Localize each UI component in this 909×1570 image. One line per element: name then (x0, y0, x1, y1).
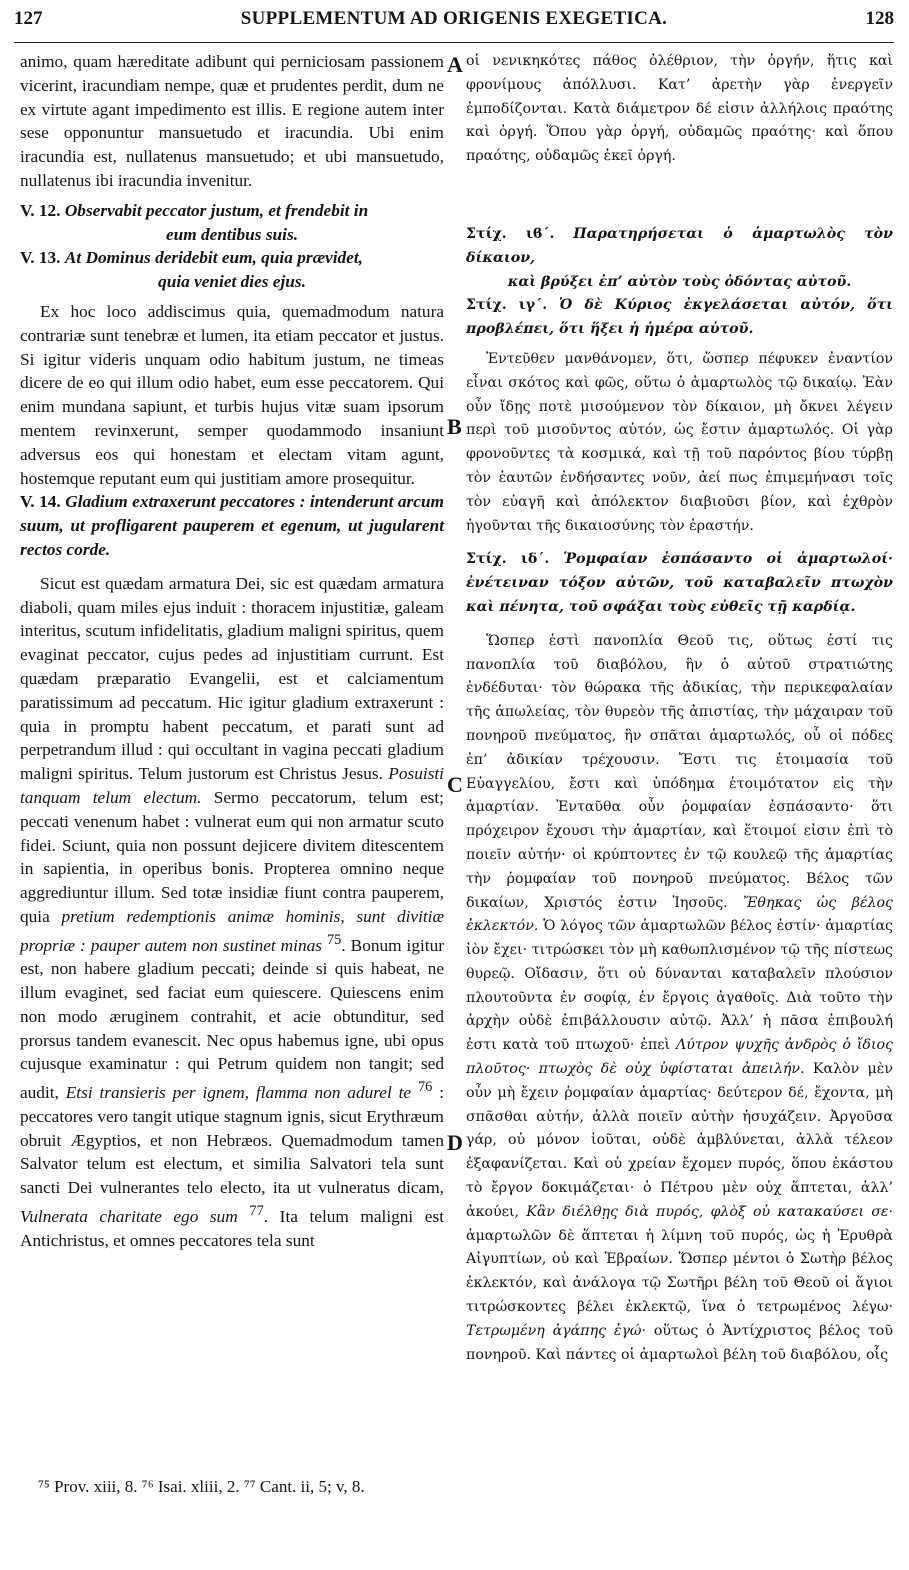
verse-text: Gladium extraxerunt peccatores : intenderunt arcum suum, ut profligarent pauperem et egenum, ut jugularent rectos corde. (20, 492, 444, 559)
running-header (14, 8, 894, 42)
verse-label: V. 12. (20, 200, 61, 220)
footnote-ref: 77 (249, 1202, 264, 1219)
running-title: SUPPLEMENTUM AD ORIGENIS EXEGETICA. (240, 8, 668, 29)
latin-paragraph: Sicut est quædam armatura Dei, sic est quædam armatura diaboli, quam miles ejus induit : thoracem injustitiæ, galeam interitus, scutum infidelitatis, gladium maligni spiritus, quem evaginat peccator, cujus pedes ad injustitiam currunt. Est quædam præparatio Evangelii, est et calciamentum paratissimum ad peccatum. Hic igitur gladium extraxerunt : quia in promptu habent peccatum, et parati sunt ad perpetrandum illud : qui occultant in vagina peccati gladium maligni spiritus. Telum justorum est Christus Jesus. Posuisti tanquam telum electum. Sermo peccatorum, telum est; peccati venenum habet : vulnerat eum qui non armatur scuto fidei. Sciunt, quia non possunt dejicere divitem ditescentem in sapientia, in operibus bonis. Propterea omnino neque aggrediuntur illum. Sed totæ insidiæ fiunt contra pauperem, quia pretium redemptionis animæ hominis, sunt divitiæ propriæ : pauper autem non sustinet minas $^{75}$. Bonum igitur est, non habere gladium peccati; deinde si quis habeat, ne illum evaginet, sed faciat eum quiescere. Quiescens enim non modo æruginem contrahit, et acie obtunditur, sed prorsus tandem evanescit. Nec opus habemus igne, ubi opus cujusque examinatur : qui Petrum quidem non tangit; sed audit, Etsi transieris per ignem, flamma non adurel te $^{76}$ : peccatores vero tangit utique stagnum ignis, sicut Erythræum obruit Ægyptios, et non Hebræos. Quemadmodum tamen Salvator telum est electum, et similia Salvatori tela sunt sancti Dei vulnerantes telo electo, ita ut vulneratus dicam, Vulnerata charitate ego sum $^{77}$. Ita telum maligni est Antichristus, et omnes peccatores tela sunt (20, 573, 445, 1250)
latin-paragraph: Ex hoc loco addiscimus quia, quemadmodum natura contrariæ sunt tenebræ et lumen, ita etiam peccator et justus. Si igitur videris unquam odio habitum justum, ne timeas dicere de eo qui illum odio habet, eum esse peccatorem. Qui enim mundana sapiunt, et turbis hujus vitæ suam ipsorum mentem revinxerunt, semper quodammodo insaniunt adversus eos qui honestam et electam vitam agunt, hostemque reputant eum qui justitiam amore prosequitur. (20, 301, 444, 488)
scripture-quote: Λύτρον ψυχῆς ἀνδρὸς ὁ ἴδιος πλοῦτος· πτωχὸς δὲ οὐχ ὑφίσταται ἀπειλήν. (466, 1037, 893, 1078)
margin-marker-b: B (447, 414, 462, 439)
greek-verse-13 (466, 294, 893, 342)
margin-marker-a: A (447, 52, 463, 77)
page-number-left: 127 (14, 8, 43, 29)
scripture-quote: pretium redemptionis animæ hominis, sunt divitiæ propriæ : pauper autem non sustinet minas (20, 906, 444, 955)
verse-label: Στίχ. ιδ΄. (466, 551, 550, 568)
scripture-quote: Posuisti tanquam telum electum. (20, 764, 444, 807)
verse-text-continued: καὶ βρύξει ἐπ’ αὐτὸν τοὺς ὀδόντας αὐτοῦ. (507, 273, 852, 290)
scripture-quote: Vulnerata charitate ego sum (20, 1206, 238, 1226)
verse-text: Παρατηρήσεται ὁ ἁμαρτωλὸς τὸν δίκαιον, (466, 225, 893, 266)
latin-column (20, 50, 444, 1252)
verse-text: At Dominus deridebit eum, quia prævidet, (64, 248, 363, 268)
verse-text-continued: eum dentibus suis. (165, 224, 299, 244)
margin-marker-d: D (447, 1130, 463, 1155)
scripture-quote: Τετρωμένη ἀγάπης ἐγώ· (466, 1322, 646, 1339)
greek-paragraph: Ὥσπερ ἐστὶ πανοπλία Θεοῦ τις, οὕτως ἐστί τις πανοπλία τοῦ διαβόλου, ἣν ὁ αὐτοῦ στρατιώτης ἐνδέδυται· τὸν θώρακα τῆς ἀδικίας, τὴν περικεφαλαίαν τῆς ἀπωλείας, τὸν θυρεὸν τῆς ἀπιστίας, τὴν μάχαιραν τοῦ πονηροῦ πνεύματος, ἣν σπᾶται ἁμαρτωλός, οὗ οἱ πόδες ἐπ’ ἀδικίαν τρέχουσιν. Ἔστι τις ἑτοιμασία τοῦ Εὐαγγελίου, ἔστι καὶ ὑπόδημα ἑτοιμότατον εἰς τὴν ἁμαρτίαν. Ἐνταῦθα οὖν ῥομφαίαν ἐσπάσαντο· ὅτι πρόχειρον ἔχουσι τὴν ἁμαρτίαν, καὶ ἕτοιμοί εἰσιν ἐπὶ τὸ ποιεῖν αὐτήν· οἱ κρύπτοντες ἐν τῷ κουλεῷ τῆς ἁμαρτίας τὴν ῥομφαίαν τοῦ πονηροῦ πνεύματος. Βέλος τῶν δικαίων, Χριστός ἐστιν Ἰησοῦς. Ἔθηκας ὡς βέλος ἐκλεκτόν. Ὁ λόγος τῶν ἁμαρτωλῶν βέλος ἐστίν· ἁμαρτίας ἰὸν ἔχει· τιτρώσκει τὸν μὴ καθωπλισμένον τῷ τῆς πίστεως θυρεῷ. Οἴδασιν, ὅτι οὐ δύνανται καταβαλεῖν πλούσιον πλουτοῦντα ἐν σοφίᾳ, ἐν ἔργοις ἀγαθοῖς. Διὰ τοῦτο τὴν ἀρχὴν οὐδὲ ἐπιβάλλουσιν αὐτῷ. Ἀλλ’ ἡ πᾶσα ἐπιβουλή ἐστι κατὰ τοῦ πτωχοῦ· ἐπεὶ Λύτρον ψυχῆς ἀνδρὸς ὁ ἴδιος πλοῦτος· πτωχὸς δὲ οὐχ ὑφίσταται ἀπειλήν. Καλὸν μὲν οὖν μὴ ἔχειν ῥομφαίαν ἁμαρτίας· δεύτερον δέ, ἔχοντα, μὴ σπᾶσθαι αὐτήν, ἀλλὰ ποιεῖν αὐτὴν ἡσυχάζειν. Ἀργοῦσα γάρ, οὐ μόνον ἰοῦται, οὐδὲ ἀμβλύνεται, ἀλλὰ τέλεον ἐξαφανίζεται. Καὶ οὐ χρείαν ἔχομεν πυρός, ὅπου ἑκάστου τὸ ἔργον δοκιμάζεται· ὁ Πέτρου μὲν οὐχ ἅπτεται, ἀλλ’ ἀκούει, Κἂν διέλθῃς διὰ πυρός, φλὸξ οὐ κατακαύσει σε· ἁμαρτωλῶν δὲ ἅπτεται ἡ λίμνη τοῦ πυρός, ὡς ἡ Ἐρυθρὰ Αἰγυπτίων, οὐ καὶ Ἑβραίων. Ὥσπερ μέντοι ὁ Σωτὴρ βέλος ἐκλεκτόν, καὶ ἀνάλογα τῷ Σωτῆρι βέλη τοῦ Θεοῦ οἱ ἅγιοι τιτρώσκοντες βέλει ἐκλεκτῷ, ἵνα ὁ τετρωμένος λέγω· Τετρωμένη ἀγάπης ἐγώ· οὕτως ὁ Ἀντίχριστος βέλος τοῦ πονηροῦ. Καὶ πάντες οἱ ἁμαρτωλοὶ βέλη τοῦ διαβόλου, οἷς (466, 632, 894, 1363)
footnote-ref: 75 (326, 931, 342, 948)
greek-paragraph: οἱ νενικηκότες πάθος ὀλέθριον, τὴν ὀργήν, ἥτις καὶ φρονίμους ἀπόλλυσι. Κατ’ ἀρετὴν γὰρ ἐνεργεῖν ἐμποδίζονται. Κατὰ διάμετρον δέ εἰσιν ἀλλήλοις πραότης καὶ ὀργή. Ὅπου γὰρ ὀργή, οὐδαμῶς πραότης· καὶ ὅπου πραότης, οὐδαμῶς ἐκεῖ ὀργή. (466, 53, 893, 165)
latin-verse-13 (20, 246, 444, 294)
greek-paragraph: Ἐντεῦθεν μανθάνομεν, ὅτι, ὥσπερ πέφυκεν ἐναντίον εἶναι σκότος καὶ φῶς, οὕτω ὁ ἁμαρτωλὸς τῷ δικαίῳ. Ἐὰν οὖν ἴδῃς ποτὲ μισούμενον τὸν δίκαιον, μὴ ὄκνει λέγειν περὶ τοῦ μισοῦντος αὐτόν, ὡς ἔστιν ἁμαρτωλός. Οἱ γὰρ φρονοῦντες τὰ κοσμικά, καὶ τῇ τοῦ παρόντος βίου τύρβῃ τὸν ἑαυτῶν ἐνδήσαντες νοῦν, ἀεί πως ἐπιμεμήνασι τοῖς τὸν εὐαγῆ καὶ ἀπόλεκτον διαβιοῦσι βίον, καὶ ἐχθρὸν ἡγοῦνται τῆς δικαιοσύνης τὸν ἐραστήν. (466, 350, 893, 534)
footnotes: ⁷⁵ Prov. xiii, 8. ⁷⁶ Isai. xliii, 2. ⁷⁷ Cant. ii, 5; v, 8. (38, 1477, 365, 1496)
latin-paragraph: animo, quam hæreditate adibunt qui perniciosam passionem vicerint, iracundiam nempe, quæ et prudentes perdit, dum ne ex virtute agant impedimento est illis. E regione autem inter sese opponuntur mansuetudo et iracundia. Ubi enim iracundia est, nullatenus mansuetudo; et ubi mansuetudo, nullatenus ibi iracundia invenitur. (20, 52, 444, 190)
verse-label: V. 14. (20, 492, 61, 512)
greek-column (466, 50, 893, 1367)
verse-label: Στίχ. ιγ΄. (466, 297, 548, 314)
margin-marker-c: C (447, 772, 463, 797)
scripture-quote: Etsi transieris per ignem, flamma non adurel te (65, 1083, 412, 1102)
verse-text-continued: quia veniet dies ejus. (158, 272, 306, 292)
greek-verse-14 (466, 548, 893, 619)
verse-text: Ὁ δὲ Κύριος ἐκγελάσεται αὐτόν, ὅτι προβλέπει, ὅτι ἥξει ἡ ἡμέρα αὐτοῦ. (466, 297, 893, 338)
page-number-right: 128 (865, 8, 894, 29)
footnote-ref: 76 (417, 1079, 433, 1096)
verse-text: Observabit peccator justum, et frendebit in (64, 200, 369, 220)
latin-verse-14 (20, 490, 444, 561)
greek-verse-12 (466, 223, 893, 294)
verse-text: Ῥομφαίαν ἐσπάσαντο οἱ ἁμαρτωλοί· ἐνέτειναν τόξον αὐτῶν, τοῦ καταβαλεῖν πτωχὸν καὶ πένητα, τοῦ σφάξαι τοὺς εὐθεῖς τῇ καρδίᾳ. (466, 551, 893, 615)
scripture-quote: Ἔθηκας ὡς βέλος ἐκλεκτόν. (466, 894, 893, 935)
scripture-quote: Κἂν διέλθῃς διὰ πυρός, φλὸξ οὐ κατακαύσει σε· (526, 1203, 894, 1220)
latin-verse-12 (20, 199, 444, 247)
header-rule (14, 42, 894, 43)
verse-label: V. 13. (20, 248, 61, 268)
verse-label: Στίχ. ιϐ΄. (466, 225, 555, 242)
